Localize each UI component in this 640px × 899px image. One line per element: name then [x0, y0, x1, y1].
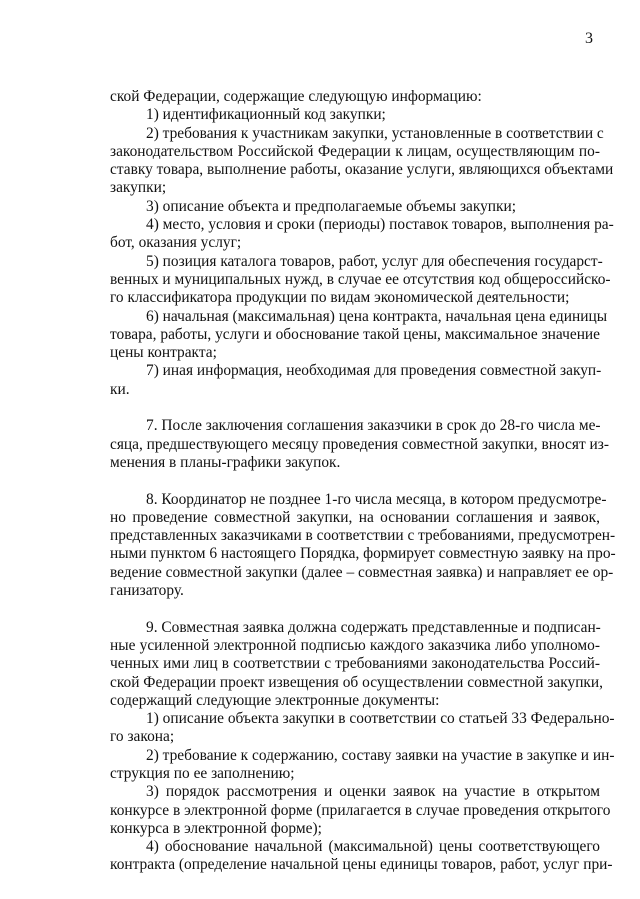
- text-line: 7) иная информация, необходимая для проведения совместной закуп-: [146, 362, 602, 380]
- text-line: го классификатора продукции по видам экономической деятельности;: [110, 289, 570, 307]
- text-line: менения в планы-графики закупок.: [110, 453, 341, 471]
- text-line: 4) место, условия и сроки (периоды) поставок товаров, выполнения ра-: [146, 216, 614, 234]
- page-number: 3: [585, 30, 593, 47]
- text-line: содержащий следующие электронные документы:: [110, 691, 440, 709]
- text-line: цены контракта;: [110, 344, 217, 362]
- text-line: 8. Координатор не позднее 1-го числа месяца, в котором предусмотре-: [146, 490, 607, 508]
- text-line: ведение совместной закупки (далее – совместная заявка) и направляет ее ор-: [110, 563, 614, 581]
- text-line: конкурсе в электронной форме (прилагается в случае проведения открытого: [110, 801, 611, 819]
- text-line: закупки;: [110, 179, 167, 197]
- document-body: [110, 88, 616, 875]
- text-line: ные усиленной электронной подписью каждого заказчика либо уполномо-: [110, 636, 600, 654]
- text-line: законодательством Российской Федерации к лицам, осуществляющим по-: [110, 142, 600, 160]
- text-line: бот, оказания услуг;: [110, 234, 242, 252]
- paragraph-gap: [110, 600, 600, 618]
- text-line: ными пунктом 6 настоящего Порядка, формирует совместную заявку на про-: [110, 545, 616, 563]
- text-line: 7. После заключения соглашения заказчики в срок до 28-го числа ме-: [146, 417, 601, 435]
- text-line: 1) описание объекта закупки в соответствии со статьей 33 Федерально-: [146, 710, 615, 728]
- paragraph-gap: [110, 399, 600, 417]
- text-line: ской Федерации, содержащие следующую информацию:: [110, 88, 482, 105]
- text-line: 4) обоснование начальной (максимальной) цены соответствующего: [146, 838, 600, 856]
- text-line: ченных ими лиц в соответствии с требованиями законодательства Россий-: [110, 655, 600, 673]
- text-line: 9. Совместная заявка должна содержать представленные и подписан-: [146, 618, 601, 636]
- text-line: но проведение совместной закупки, на основании соглашения и заявок,: [110, 508, 600, 526]
- text-line: 6) начальная (максимальная) цена контракта, начальная цена единицы: [146, 307, 608, 325]
- text-line: 1) идентификационный код закупки;: [146, 106, 386, 124]
- text-line: го закона;: [110, 728, 175, 746]
- text-line: ской Федерации проект извещения об осуществлении совместной закупки,: [110, 673, 603, 691]
- text-line: товара, работы, услуги и обоснование такой цены, максимальное значение: [110, 325, 600, 343]
- text-line: конкурса в электронной форме);: [110, 819, 322, 837]
- text-line: контракта (определение начальной цены единицы товаров, работ, услуг при-: [110, 856, 613, 874]
- text-line: представленных заказчиками в соответствии с требованиями, предусмотрен-: [110, 527, 616, 545]
- text-line: 2) требования к участникам закупки, установленные в соответствии с: [146, 124, 604, 142]
- text-line: 3) описание объекта и предполагаемые объемы закупки;: [146, 197, 517, 215]
- text-line: ганизатору.: [110, 582, 184, 600]
- text-line: ки.: [110, 380, 130, 398]
- text-line: струкция по ее заполнению;: [110, 764, 295, 782]
- text-line: 2) требование к содержанию, составу заявки на участие в закупке и ин-: [146, 746, 615, 764]
- text-line: 3) порядок рассмотрения и оценки заявок на участие в открытом: [146, 783, 600, 801]
- paragraph-gap: [110, 472, 600, 490]
- text-line: ставку товара, выполнение работы, оказание услуги, являющихся объектами: [110, 161, 614, 179]
- text-line: сяца, предшествующего месяцу проведения совместной закупки, вносят из-: [110, 435, 609, 453]
- text-line: венных и муниципальных нужд, в случае ее отсутствия код общероссийско-: [110, 270, 611, 288]
- text-line: 5) позиция каталога товаров, работ, услуг для обеспечения государст-: [146, 252, 603, 270]
